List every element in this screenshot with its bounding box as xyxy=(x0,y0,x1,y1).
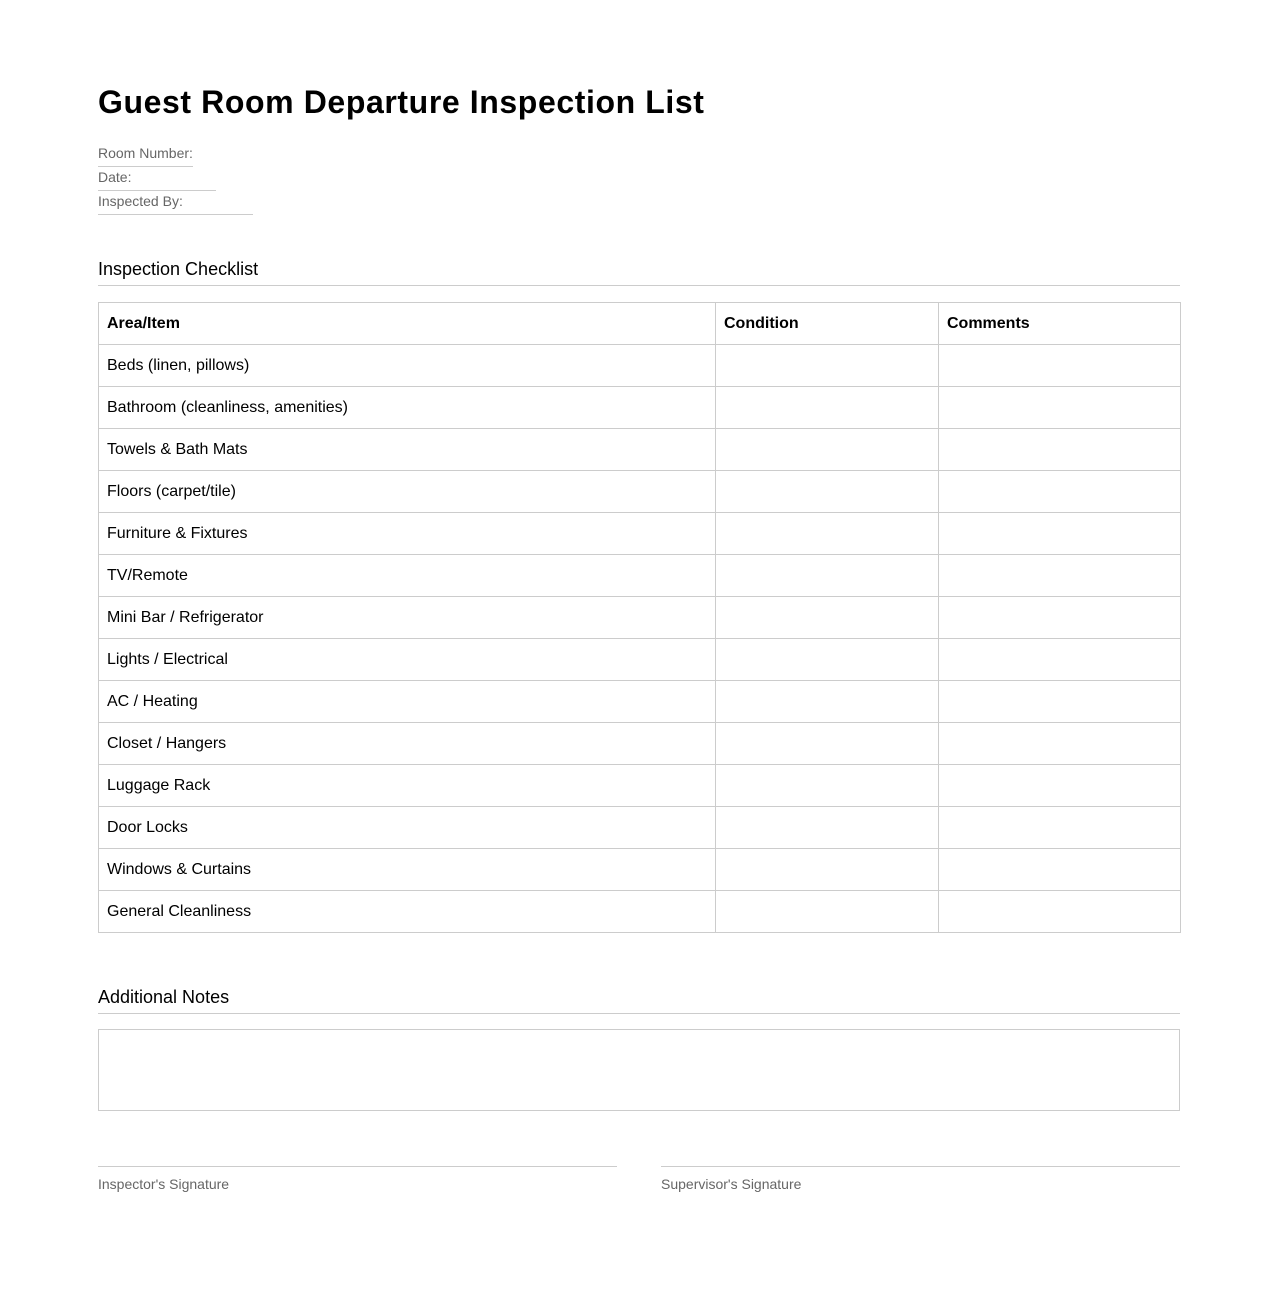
inspector-signature-line[interactable] xyxy=(98,1166,617,1193)
comments-cell[interactable] xyxy=(939,555,1181,597)
table-header-row xyxy=(99,303,1181,345)
condition-cell[interactable] xyxy=(716,723,939,765)
area-item-cell: TV/Remote xyxy=(99,555,716,597)
area-item-cell: Luggage Rack xyxy=(99,765,716,807)
inspector-signature-label: Inspector's Signature xyxy=(98,1176,230,1192)
table-row xyxy=(99,597,1181,639)
table-row xyxy=(99,765,1181,807)
condition-cell[interactable] xyxy=(716,513,939,555)
condition-cell[interactable] xyxy=(716,345,939,387)
additional-notes-box[interactable] xyxy=(98,1029,1180,1111)
area-item-cell: Floors (carpet/tile) xyxy=(99,471,716,513)
condition-cell[interactable] xyxy=(716,471,939,513)
comments-cell[interactable] xyxy=(939,681,1181,723)
comments-cell[interactable] xyxy=(939,513,1181,555)
area-item-cell: Towels & Bath Mats xyxy=(99,429,716,471)
condition-cell[interactable] xyxy=(716,555,939,597)
table-row xyxy=(99,807,1181,849)
supervisor-signature-line[interactable] xyxy=(661,1166,1180,1193)
date-field[interactable] xyxy=(98,167,216,191)
column-header-comments: Comments xyxy=(939,303,1181,345)
comments-cell[interactable] xyxy=(939,891,1181,933)
condition-cell[interactable] xyxy=(716,765,939,807)
table-row xyxy=(99,723,1181,765)
comments-cell[interactable] xyxy=(939,387,1181,429)
condition-cell[interactable] xyxy=(716,807,939,849)
date-label: Date: xyxy=(98,169,132,185)
condition-cell[interactable] xyxy=(716,429,939,471)
comments-cell[interactable] xyxy=(939,807,1181,849)
inspected-by-label: Inspected By: xyxy=(98,193,183,209)
checklist-heading: Inspection Checklist xyxy=(98,258,1180,286)
area-item-cell: Lights / Electrical xyxy=(99,639,716,681)
page-title: Guest Room Departure Inspection List xyxy=(98,84,705,120)
condition-cell[interactable] xyxy=(716,597,939,639)
area-item-cell: Door Locks xyxy=(99,807,716,849)
area-item-cell: General Cleanliness xyxy=(99,891,716,933)
table-row xyxy=(99,849,1181,891)
room-number-label: Room Number: xyxy=(98,145,193,161)
header-fields xyxy=(98,143,253,215)
comments-cell[interactable] xyxy=(939,723,1181,765)
comments-cell[interactable] xyxy=(939,429,1181,471)
condition-cell[interactable] xyxy=(716,387,939,429)
table-row xyxy=(99,681,1181,723)
comments-cell[interactable] xyxy=(939,639,1181,681)
table-row xyxy=(99,471,1181,513)
table-row xyxy=(99,639,1181,681)
column-header-condition: Condition xyxy=(716,303,939,345)
table-row xyxy=(99,387,1181,429)
area-item-cell: AC / Heating xyxy=(99,681,716,723)
column-header-area-item: Area/Item xyxy=(99,303,716,345)
area-item-cell: Furniture & Fixtures xyxy=(99,513,716,555)
area-item-cell: Mini Bar / Refrigerator xyxy=(99,597,716,639)
table-row xyxy=(99,555,1181,597)
inspected-by-field[interactable] xyxy=(98,191,253,215)
area-item-cell: Closet / Hangers xyxy=(99,723,716,765)
condition-cell[interactable] xyxy=(716,891,939,933)
area-item-cell: Bathroom (cleanliness, amenities) xyxy=(99,387,716,429)
table-row xyxy=(99,429,1181,471)
comments-cell[interactable] xyxy=(939,345,1181,387)
inspection-checklist-table xyxy=(98,302,1181,933)
area-item-cell: Beds (linen, pillows) xyxy=(99,345,716,387)
comments-cell[interactable] xyxy=(939,597,1181,639)
table-row xyxy=(99,345,1181,387)
supervisor-signature-label: Supervisor's Signature xyxy=(661,1176,802,1192)
room-number-field[interactable] xyxy=(98,143,193,167)
table-row xyxy=(99,513,1181,555)
area-item-cell: Windows & Curtains xyxy=(99,849,716,891)
comments-cell[interactable] xyxy=(939,849,1181,891)
additional-notes-heading: Additional Notes xyxy=(98,986,1180,1014)
comments-cell[interactable] xyxy=(939,471,1181,513)
condition-cell[interactable] xyxy=(716,849,939,891)
condition-cell[interactable] xyxy=(716,681,939,723)
condition-cell[interactable] xyxy=(716,639,939,681)
table-row xyxy=(99,891,1181,933)
comments-cell[interactable] xyxy=(939,765,1181,807)
